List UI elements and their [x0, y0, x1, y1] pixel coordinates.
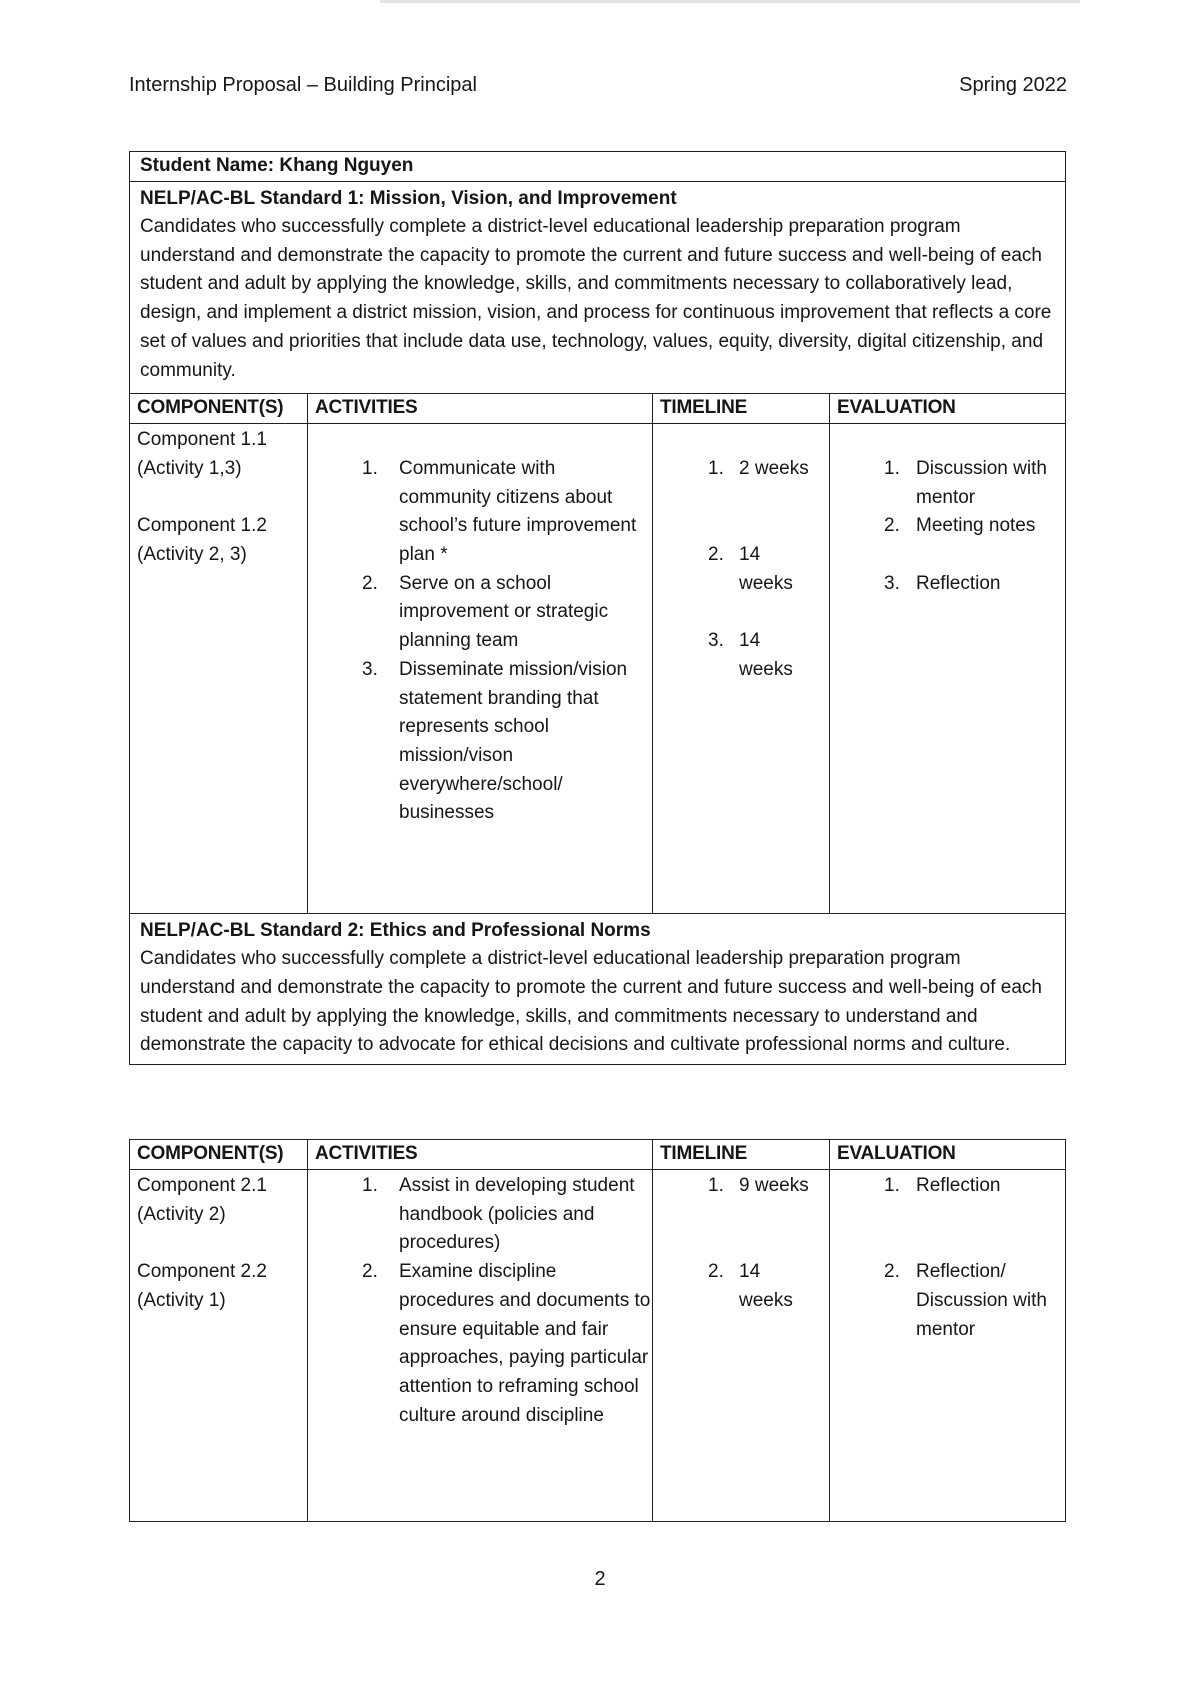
standard-1-description — [130, 182, 1065, 394]
component-name: Component 1.2 — [137, 515, 267, 537]
activity-item: 1. Communicate with community citizens about school’s future improvement plan * — [362, 457, 637, 566]
component-activity: (Activity 1) — [137, 1289, 226, 1311]
col-header-activities: ACTIVITIES — [308, 394, 652, 424]
standard-1-text: Candidates who successfully complete a district-level educational leadership preparation program understand and demonstrate the capacity to promote the current and future success and well-being of each student and adult by applying the knowledge, skills, and commitments necessary to collaboratively lead, design, and implement a district mission, vision, and process for continuous improvement that reflects a core set of values and priorities that include data use, technology, values, equity, diversity, digital citizenship, and community. — [140, 216, 1052, 381]
activity-item: 2. Serve on a school improvement or strategic planning team — [362, 572, 609, 652]
standard-2-grid — [130, 1140, 1065, 1521]
scan-artifact — [380, 0, 1080, 3]
component-activity: (Activity 2, 3) — [137, 544, 247, 566]
col-header-components: COMPONENT(S) — [130, 394, 307, 424]
component-activity: (Activity 2) — [137, 1203, 226, 1225]
evaluation-item: 1. Discussion with mentor — [884, 457, 1047, 508]
activity-item: 1. Assist in developing student handbook (policies and procedures) — [362, 1175, 635, 1254]
timeline-item: 1. 9 weeks — [708, 1175, 809, 1196]
student-name: Student Name: Khang Nguyen — [130, 152, 1065, 182]
col-header-components: COMPONENT(S) — [130, 1140, 307, 1170]
timeline-item: 3. 14 weeks — [708, 630, 793, 680]
evaluation-item: 2. Reflection/ Discussion with mentor — [884, 1261, 1047, 1340]
component-name: Component 2.1 — [137, 1175, 267, 1196]
component-name: Component 1.1 — [137, 429, 267, 451]
col-header-timeline: TIMELINE — [653, 394, 829, 424]
col-header-evaluation: EVALUATION — [830, 394, 1065, 424]
standard-2-text: Candidates who successfully complete a district-level educational leadership preparation program understand and demonstrate the capacity to promote the current and future success and well-being of each student and adult by applying the knowledge, skills, and commitments necessary to understand and demonstrate the capacity to advocate for ethical decisions and cultivate professional norms and culture. — [140, 948, 1042, 1056]
activity-item: 3. Disseminate mission/vision statement branding that represents school mission/vison everywhere/school/ businesses — [362, 658, 628, 824]
header-title: Internship Proposal – Building Principal — [129, 74, 477, 96]
col-header-evaluation: EVALUATION — [830, 1140, 1065, 1170]
timeline-item: 1. 2 weeks — [708, 457, 809, 479]
evaluation-item: 2. Meeting notes — [884, 515, 1036, 537]
standard-2-table — [129, 1139, 1066, 1522]
component-name: Component 2.2 — [137, 1261, 267, 1283]
timeline-item: 2. 14 weeks — [708, 544, 793, 594]
evaluation-item: 1. Reflection — [884, 1175, 1001, 1196]
standard-2-description — [130, 913, 1065, 1064]
timeline-item: 2. 14 weeks — [708, 1261, 793, 1311]
standard-1-title: NELP/AC-BL Standard 1: Mission, Vision, and Improvement — [140, 188, 677, 209]
standard-2-title: NELP/AC-BL Standard 2: Ethics and Professional Norms — [140, 920, 651, 942]
page-number: 2 — [594, 1568, 606, 1590]
col-header-activities: ACTIVITIES — [308, 1140, 652, 1170]
header-term: Spring 2022 — [959, 74, 1067, 96]
standard-1-grid — [130, 394, 1065, 913]
activity-item: 2. Examine discipline procedures and documents to ensure equitable and fair approaches, paying particular attention to reframing school culture around discipline — [362, 1261, 651, 1426]
evaluation-item: 3. Reflection — [884, 572, 1001, 594]
col-header-timeline: TIMELINE — [653, 1140, 829, 1170]
standard-1-table — [129, 151, 1066, 1065]
component-activity: (Activity 1,3) — [137, 457, 242, 479]
